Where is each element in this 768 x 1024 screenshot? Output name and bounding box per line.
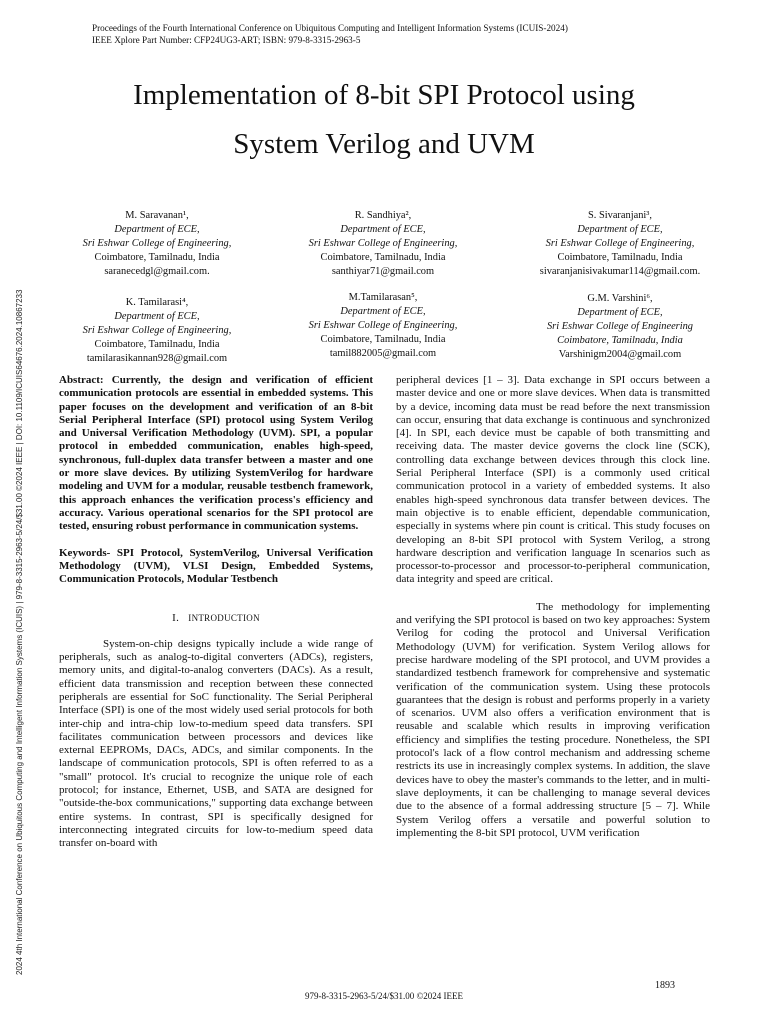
abstract: Abstract: Currently, the design and verification of efficient communication protocols are essential in embedded systems. This paper focuses on the development and verification of an 8-bit Serial Peripheral Interface (SPI) protocol using System Verilog and Universal Verification Methodology (UVM). SPI, a popular protocol in embedded communication, enables high-speed, synchronous, full-duplex data transfer between a master and one or more slave devices. By utilizing SystemVerilog for hardware modeling and UVM for a modular, reusable testbench framework, this approach enhances the verification process's efficiency and accuracy. Various operational scenarios for the SPI protocol are tested, ensuring robust performance in communication systems. [59,374,373,533]
author-city: Coimbatore, Tamilnadu, India [94,339,220,350]
intro-paragraph-1: System-on-chip designs typically include a wide range of peripherals, such as analog-to-digital converters (ADCs), registers, memory units, and digital-to-analog converters (DACs). As a result, efficient data transmission and reception between these connected peripherals are essential for SoC functionality. The Serial Peripheral Interface (SPI) is one of the most widely used serial protocols for both inter-chip and intra-chip low-to-medium speed data transfers. SPI facilitates communication between processors and devices like external EEPROMs, DACs, ADCs, and similar components. In the landscape of communication protocols, SPI is often referred to as a "small" protocol. It's crucial to recognize the unique role of each protocol; for instance, Ethernet, USB, and SATA are designed for "outside-the-box communications," supporting data exchange between entire systems. In contrast, SPI is specifically designed for interconnecting integrated circuits for low-to-medium speed data transfer on-board with [59,637,373,850]
author-city: Coimbatore, Tamilnadu, India [557,335,683,346]
author-department: Department of ECE, [114,224,200,235]
author-college: Sri Eshwar College of Engineering, [308,238,458,249]
page-footer: 979-8-3315-2963-5/24/$31.00 ©2024 IEEE [304,991,464,1001]
author-college: Sri Eshwar College of Engineering, [545,238,695,249]
author-name: M. Saravanan¹, [125,210,189,221]
header-line-2: IEEE Xplore Part Number: CFP24UG3-ART; ISBN: 979-8-3315-2963-5 [92,35,361,45]
author-department: Department of ECE, [340,224,426,235]
author-department: Department of ECE, [577,307,663,318]
author-city: Coimbatore, Tamilnadu, India [94,252,220,263]
author-college: Sri Eshwar College of Engineering, [82,238,232,249]
author-name: M.Tamilarasan⁵, [348,292,418,303]
author-email: saranecedgl@gmail.com. [104,266,210,277]
right-column [396,374,710,840]
author-block-6 [520,292,720,362]
author-name: G.M. Varshini⁶, [587,293,653,304]
author-city: Coimbatore, Tamilnadu, India [320,252,446,263]
author-email: tamilarasikannan928@gmail.com [86,353,228,364]
author-block-5 [283,291,483,361]
author-name: K. Tamilarasi⁴, [125,297,189,308]
left-column [59,374,373,851]
author-block-1 [57,209,257,279]
author-college: Sri Eshwar College of Engineering, [82,325,232,336]
author-block-3 [520,209,720,279]
author-college: Sri Eshwar College of Engineering [546,321,694,332]
author-department: Department of ECE, [114,311,200,322]
author-block-2 [283,209,483,279]
author-college: Sri Eshwar College of Engineering, [308,320,458,331]
keywords: Keywords- SPI Protocol, SystemVerilog, Universal Verification Methodology (UVM), VLSI Design, Embedded Systems, Communication Protocols, Modular Testbench [59,546,373,586]
paper-title-line-2: System Verilog and UVM [233,128,535,160]
header-line-1: Proceedings of the Fourth International Conference on Ubiquitous Computing and Intelligent Information Systems (ICUIS-2024) [92,23,568,33]
author-email: Varshinigm2004@gmail.com [558,349,682,360]
author-name: R. Sandhiya², [354,210,412,221]
author-city: Coimbatore, Tamilnadu, India [557,252,683,263]
author-city: Coimbatore, Tamilnadu, India [320,334,446,345]
section-title: INTRODUCTION [188,613,260,624]
author-department: Department of ECE, [577,224,663,235]
author-email: tamil882005@gmail.com [329,348,437,359]
section-number: I. [172,612,180,625]
author-department: Department of ECE, [340,306,426,317]
author-name: S. Sivaranjani³, [587,210,652,221]
author-email: sivaranjanisivakumar114@gmail.com. [539,266,701,277]
page-number: 1893 [655,980,675,991]
intro-paragraph-3: The methodology for implementing and verifying the SPI protocol is based on two key approaches: System Verilog for coding the protocol and Universal Verification Methodology (UVM) for verification. System Verilog allows for precise hardware modeling of the SPI protocol, and UVM provides a standardized testbench framework for comprehensive and systematic verification of the communication system. Using these protocols guarantees that the design is robust and performs properly in a variety of scenarios. UVM also offers a verification environment that is reusable and scalable which results in improving verification efficiency and simplifies the testing procedure. Nonetheless, the SPI protocol's lack of a flow control mechanism and addressing scheme restricts its use in increasingly complex systems. In addition, the slave devices have to obey the master's commands to the letter, and in multi-slave deployments, it can be challenging to manage several devices due to the absence of a formal addressing structure [5 – 7]. While System Verilog offers a versatile and powerful solution to implementing the 8-bit SPI protocol, UVM verification [396,600,710,839]
proceedings-header [92,22,568,46]
section-heading-introduction [59,612,373,625]
paper-title-line-1: Implementation of 8-bit SPI Protocol using [133,79,635,111]
author-block-4 [57,296,257,366]
intro-paragraph-2: peripheral devices [1 – 3]. Data exchange in SPI occurs between a master device and one or more slave devices. When data is transmitted by a device, incoming data must be read before the next transmission can occur, ensuring that data exchange is continuous and synchronized [4]. In SPI, each device must be capable of both transmitting and receiving data. The master device governs the clock line (SCK), controlling data exchange between devices through this clock line. Serial Peripheral Interface (SPI) is a commonly used critical communication protocol in a variety of embedded systems. It also enables high-speed synchronous data transfer between devices. The main objective is to enable efficient, dependable communication, especially in systems where pin count is critical. This study focuses on developing an 8-bit SPI protocol with System Verilog, a strong hardware description and verification language In scenarios such as processor-to-processor and processor-to-peripheral communication, data integrity and speed are critical. [396,374,710,586]
author-email: santhiyar71@gmail.com [331,266,435,277]
doi-side-text: 2024 4th International Conference on Ubiquitous Computing and Intelligent Information Systems (ICUIS) | 979-8-3315-2963-5/24/$31.00 ©2024 IEEE | DOI: 10.1109/ICUIS64676.2024.10867233 [15,289,24,975]
